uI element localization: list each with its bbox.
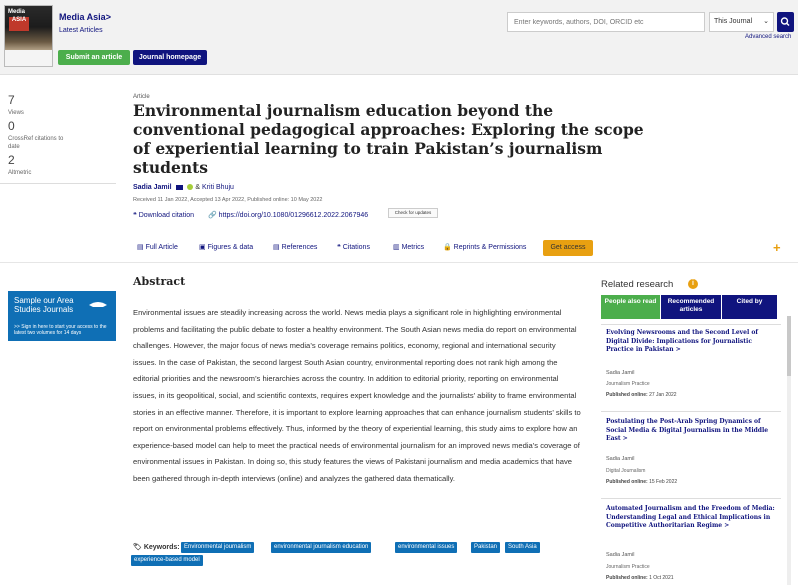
- related-article-date: Published online: 1 Oct 2021: [606, 575, 674, 581]
- author-separator: &: [195, 184, 201, 191]
- article-title: Environmental journalism education beyond the conventional pedagogical approaches: Exploring the scope of experiential learning to train Pakistan’s journalism students: [133, 101, 644, 177]
- document-icon: ▤: [137, 244, 146, 251]
- author-list: [133, 184, 234, 191]
- download-citation-link[interactable]: ❝ Download citation: [133, 212, 194, 219]
- ad-title: Sample our Area Studies Journals: [14, 296, 74, 314]
- tab-metrics[interactable]: ▥ Metrics: [393, 244, 425, 251]
- citations-icon: ❝: [337, 244, 343, 251]
- related-article-journal: Digital Journalism: [606, 468, 646, 474]
- tab-figures[interactable]: ▣ Figures & data: [199, 244, 254, 251]
- related-article-author[interactable]: Sadia Jamil: [606, 456, 635, 462]
- author-link[interactable]: Sadia Jamil: [133, 184, 172, 191]
- link-icon: 🔗: [208, 212, 219, 219]
- chevron-right-icon: >: [724, 522, 730, 529]
- author-link[interactable]: Kriti Bhuju: [202, 184, 234, 191]
- tab-citations[interactable]: ❝ Citations: [337, 244, 370, 251]
- keyword-tag[interactable]: South Asia: [505, 542, 540, 553]
- related-article-title[interactable]: Evolving Newsrooms and the Second Level of Digital Divide: Implications for Journalistic Practice in Pakistan >: [606, 329, 758, 353]
- search-input[interactable]: [507, 12, 705, 32]
- image-icon: ▣: [199, 244, 208, 251]
- chevron-right-icon: >: [675, 346, 681, 353]
- keywords-label: 🏷 Keywords:: [133, 544, 180, 551]
- keyword-tag[interactable]: Pakistan: [471, 542, 500, 553]
- search-scope-value: This Journal: [714, 18, 753, 25]
- keyword-tag[interactable]: experience-based model: [131, 555, 203, 566]
- info-icon[interactable]: i: [688, 279, 698, 289]
- views-count: 7: [8, 93, 15, 107]
- related-divider: [601, 498, 781, 499]
- tabs-divider: [0, 262, 798, 263]
- get-access-button[interactable]: Get access: [543, 240, 593, 256]
- related-divider: [601, 324, 781, 325]
- abstract-heading: Abstract: [133, 275, 186, 288]
- related-article-date: Published online: 15 Feb 2022: [606, 479, 678, 485]
- submit-article-button[interactable]: Submit an article: [58, 50, 130, 65]
- quote-icon: ❝: [133, 212, 139, 219]
- chevron-down-icon: ⌄: [763, 18, 769, 25]
- cover-asia-label: ASIA: [9, 17, 29, 31]
- search-icon: [777, 12, 794, 32]
- advanced-search-link[interactable]: Advanced search: [745, 34, 792, 40]
- doi-link[interactable]: 🔗 https://doi.org/10.1080/01296612.2022.2067946: [208, 212, 369, 219]
- related-article-author[interactable]: Sadia Jamil: [606, 552, 635, 558]
- related-scroll-thumb[interactable]: [787, 316, 791, 376]
- related-article-title[interactable]: Postulating the Post-Arab Spring Dynamics of Social Media & Digital Journalism in the Middle East >: [606, 418, 769, 442]
- cover-footer: [5, 50, 52, 66]
- related-article-date: Published online: 27 Jan 2022: [606, 392, 677, 398]
- tab-people-also-read[interactable]: People also read: [601, 295, 660, 319]
- check-for-updates-button[interactable]: Check for updates: [388, 208, 438, 218]
- related-article-author[interactable]: Sadia Jamil: [606, 370, 635, 376]
- search-button[interactable]: [777, 12, 794, 32]
- journal-homepage-button[interactable]: Journal homepage: [133, 50, 207, 65]
- area-studies-ad[interactable]: [8, 291, 116, 341]
- article-type: Article: [133, 94, 150, 100]
- tag-icon: 🏷: [133, 544, 144, 551]
- journal-cover-image[interactable]: [4, 5, 53, 67]
- search-scope-select[interactable]: [709, 12, 774, 32]
- tab-full-article[interactable]: ▤ Full Article: [137, 244, 178, 251]
- chevron-right-icon: >: [105, 12, 111, 22]
- crossref-count: 0: [8, 119, 15, 133]
- latest-articles-link[interactable]: Latest Articles: [59, 27, 103, 34]
- related-article-title[interactable]: Automated Journalism and the Freedom of Media: Understanding Legal and Ethical Implications in Competitive Authoritarian Regime >: [606, 505, 775, 529]
- lamp-icon: [88, 297, 108, 309]
- crossref-label: CrossRef citations to date: [8, 136, 64, 150]
- keyword-tag[interactable]: environmental journalism education: [271, 542, 371, 553]
- publication-dates: Received 11 Jan 2022, Accepted 13 Apr 2022, Published online: 10 May 2022: [133, 197, 323, 203]
- related-article-journal: Journalism Practice: [606, 564, 650, 570]
- tab-recommended-articles[interactable]: Recommended articles: [661, 295, 721, 319]
- tab-references[interactable]: ▤ References: [273, 244, 318, 251]
- abstract-text: Environmental issues are steadily increasing across the world. News media plays a significant role in highlighting environmental problems and facilitating the public debate to foster a healthy environment. The South Asian news media do report on environmental challenges. However, the major focus of news media’s coverage remains politics, economy, regional and international security issues. In the case of Pakistan, the second largest South Asian country, environmental reporting does not rank high among the editorial priorities and the newsroom’s hierarchies across the country. In addition to editorial priority, reporting on environmental issues, in its geopolitical, social, and scientific contexts, requires expert knowledge and the journalists’ ability to frame environmental stories in an effective manner. Therefore, it is important to explore learning approaches that can enhance journalism students’ skills to report on environmental problems effectively. Thus, informed by the theory of experiential learning, this study aims to explore how an experience-based model can help to meet the practical needs of environmental journalism for an improved news media’s coverage of environmental issues in Pakistan. In doing so, this study features the views of Pakistani journalism and media academics that have been gathered through in-depth interviews (online) and analyzes the gathered data thematically.: [133, 308, 581, 483]
- metrics-divider: [0, 183, 116, 184]
- chevron-right-icon: >: [622, 435, 628, 442]
- bar-chart-icon: ▥: [393, 244, 402, 251]
- keyword-tag[interactable]: environmental issues: [395, 542, 457, 553]
- cover-media-label: Media: [8, 9, 26, 15]
- plus-icon[interactable]: +: [773, 240, 781, 255]
- related-article-journal: Journalism Practice: [606, 381, 650, 387]
- ad-body: >> Sign in here to start your access to the latest two volumes for 14 days: [14, 324, 107, 336]
- tab-reprints[interactable]: 🔒 Reprints & Permissions: [443, 244, 527, 251]
- altmetric-count[interactable]: 2: [8, 153, 15, 167]
- altmetric-label[interactable]: Altmetric: [8, 170, 32, 176]
- article-tabs: [131, 240, 601, 256]
- keyword-tag[interactable]: Environmental journalism: [181, 542, 254, 553]
- email-icon[interactable]: [176, 185, 183, 190]
- references-icon: ▤: [273, 244, 282, 251]
- journal-title-link[interactable]: Media Asia>: [59, 12, 111, 22]
- tab-cited-by[interactable]: Cited by: [722, 295, 777, 319]
- related-research-heading: Related research: [601, 279, 674, 290]
- views-label: Views: [8, 110, 24, 116]
- lock-icon: 🔒: [443, 244, 454, 251]
- related-divider: [601, 411, 781, 412]
- orcid-icon[interactable]: [187, 184, 193, 190]
